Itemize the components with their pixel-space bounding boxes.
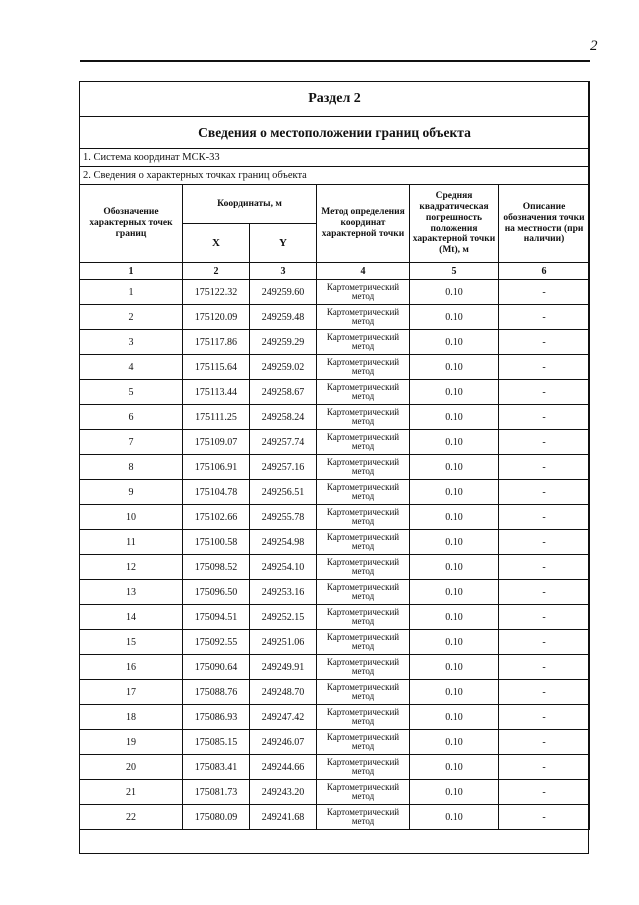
y-coordinate-cell: 249251.06 bbox=[250, 630, 317, 655]
description-cell: - bbox=[499, 580, 590, 605]
header-x: X bbox=[183, 224, 250, 263]
method-cell: Картометрический метод bbox=[317, 380, 410, 405]
point-number-cell: 4 bbox=[80, 355, 183, 380]
x-coordinate-cell: 175104.78 bbox=[183, 480, 250, 505]
x-coordinate-cell: 175080.09 bbox=[183, 805, 250, 830]
section-title: Раздел 2 bbox=[80, 82, 590, 117]
x-coordinate-cell: 175086.93 bbox=[183, 705, 250, 730]
header-description: Описание обозначения точки на местности (при наличии) bbox=[499, 185, 590, 263]
y-coordinate-cell: 249246.07 bbox=[250, 730, 317, 755]
point-number-cell: 19 bbox=[80, 730, 183, 755]
point-number-cell: 22 bbox=[80, 805, 183, 830]
y-coordinate-cell: 249247.42 bbox=[250, 705, 317, 730]
y-coordinate-cell: 249259.29 bbox=[250, 330, 317, 355]
column-number: 6 bbox=[499, 263, 590, 280]
column-number: 3 bbox=[250, 263, 317, 280]
y-coordinate-cell: 249249.91 bbox=[250, 655, 317, 680]
error-cell: 0.10 bbox=[410, 480, 499, 505]
error-cell: 0.10 bbox=[410, 455, 499, 480]
description-cell: - bbox=[499, 780, 590, 805]
table-row bbox=[80, 655, 590, 680]
description-cell: - bbox=[499, 730, 590, 755]
x-coordinate-cell: 175109.07 bbox=[183, 430, 250, 455]
y-coordinate-cell: 249259.60 bbox=[250, 280, 317, 305]
description-cell: - bbox=[499, 655, 590, 680]
table-row bbox=[80, 480, 590, 505]
header-designation: Обозначение характерных точек границ bbox=[80, 185, 183, 263]
y-coordinate-cell: 249243.20 bbox=[250, 780, 317, 805]
table-row bbox=[80, 705, 590, 730]
x-coordinate-cell: 175102.66 bbox=[183, 505, 250, 530]
error-cell: 0.10 bbox=[410, 305, 499, 330]
table-row bbox=[80, 530, 590, 555]
method-cell: Картометрический метод bbox=[317, 455, 410, 480]
table-row bbox=[80, 305, 590, 330]
header-coordinates: Координаты, м bbox=[183, 185, 317, 224]
description-cell: - bbox=[499, 505, 590, 530]
table-row bbox=[80, 330, 590, 355]
x-coordinate-cell: 175088.76 bbox=[183, 680, 250, 705]
table-row bbox=[80, 405, 590, 430]
error-cell: 0.10 bbox=[410, 555, 499, 580]
x-coordinate-cell: 175117.86 bbox=[183, 330, 250, 355]
description-cell: - bbox=[499, 405, 590, 430]
error-cell: 0.10 bbox=[410, 630, 499, 655]
description-cell: - bbox=[499, 680, 590, 705]
point-number-cell: 5 bbox=[80, 380, 183, 405]
table-row bbox=[80, 805, 590, 830]
points-heading: 2. Сведения о характерных точках границ объекта bbox=[80, 167, 590, 185]
error-cell: 0.10 bbox=[410, 705, 499, 730]
table-row bbox=[80, 505, 590, 530]
error-cell: 0.10 bbox=[410, 505, 499, 530]
point-number-cell: 10 bbox=[80, 505, 183, 530]
coordinate-system: 1. Система координат МСК-33 bbox=[80, 149, 590, 167]
y-coordinate-cell: 249256.51 bbox=[250, 480, 317, 505]
point-number-cell: 9 bbox=[80, 480, 183, 505]
description-cell: - bbox=[499, 330, 590, 355]
x-coordinate-cell: 175122.32 bbox=[183, 280, 250, 305]
method-cell: Картометрический метод bbox=[317, 630, 410, 655]
x-coordinate-cell: 175085.15 bbox=[183, 730, 250, 755]
method-cell: Картометрический метод bbox=[317, 780, 410, 805]
table-row bbox=[80, 730, 590, 755]
header-method: Метод определения координат характерной точки bbox=[317, 185, 410, 263]
table-row bbox=[80, 280, 590, 305]
y-coordinate-cell: 249252.15 bbox=[250, 605, 317, 630]
point-number-cell: 15 bbox=[80, 630, 183, 655]
table-row bbox=[80, 755, 590, 780]
method-cell: Картометрический метод bbox=[317, 805, 410, 830]
table-row bbox=[80, 455, 590, 480]
y-coordinate-cell: 249244.66 bbox=[250, 755, 317, 780]
error-cell: 0.10 bbox=[410, 780, 499, 805]
column-number: 5 bbox=[410, 263, 499, 280]
error-cell: 0.10 bbox=[410, 530, 499, 555]
point-number-cell: 14 bbox=[80, 605, 183, 630]
point-number-cell: 11 bbox=[80, 530, 183, 555]
point-number-cell: 21 bbox=[80, 780, 183, 805]
boundary-points-table bbox=[79, 81, 590, 854]
description-cell: - bbox=[499, 755, 590, 780]
method-cell: Картометрический метод bbox=[317, 730, 410, 755]
y-coordinate-cell: 249254.98 bbox=[250, 530, 317, 555]
point-number-cell: 6 bbox=[80, 405, 183, 430]
y-coordinate-cell: 249241.68 bbox=[250, 805, 317, 830]
y-coordinate-cell: 249253.16 bbox=[250, 580, 317, 605]
x-coordinate-cell: 175090.64 bbox=[183, 655, 250, 680]
y-coordinate-cell: 249255.78 bbox=[250, 505, 317, 530]
x-coordinate-cell: 175120.09 bbox=[183, 305, 250, 330]
method-cell: Картометрический метод bbox=[317, 605, 410, 630]
point-number-cell: 1 bbox=[80, 280, 183, 305]
table-row bbox=[80, 605, 590, 630]
page-number: 2 bbox=[590, 38, 598, 54]
error-cell: 0.10 bbox=[410, 580, 499, 605]
description-cell: - bbox=[499, 380, 590, 405]
point-number-cell: 7 bbox=[80, 430, 183, 455]
method-cell: Картометрический метод bbox=[317, 755, 410, 780]
error-cell: 0.10 bbox=[410, 405, 499, 430]
method-cell: Картометрический метод bbox=[317, 655, 410, 680]
table-row bbox=[80, 430, 590, 455]
description-cell: - bbox=[499, 455, 590, 480]
point-number-cell: 16 bbox=[80, 655, 183, 680]
error-cell: 0.10 bbox=[410, 805, 499, 830]
table-row bbox=[80, 680, 590, 705]
description-cell: - bbox=[499, 280, 590, 305]
method-cell: Картометрический метод bbox=[317, 430, 410, 455]
description-cell: - bbox=[499, 705, 590, 730]
method-cell: Картометрический метод bbox=[317, 680, 410, 705]
spacer-cell bbox=[80, 830, 590, 855]
error-cell: 0.10 bbox=[410, 330, 499, 355]
description-cell: - bbox=[499, 480, 590, 505]
error-cell: 0.10 bbox=[410, 755, 499, 780]
method-cell: Картометрический метод bbox=[317, 405, 410, 430]
description-cell: - bbox=[499, 555, 590, 580]
method-cell: Картометрический метод bbox=[317, 480, 410, 505]
x-coordinate-cell: 175100.58 bbox=[183, 530, 250, 555]
description-cell: - bbox=[499, 305, 590, 330]
table-row bbox=[80, 355, 590, 380]
point-number-cell: 2 bbox=[80, 305, 183, 330]
error-cell: 0.10 bbox=[410, 380, 499, 405]
description-cell: - bbox=[499, 805, 590, 830]
method-cell: Картометрический метод bbox=[317, 530, 410, 555]
x-coordinate-cell: 175096.50 bbox=[183, 580, 250, 605]
method-cell: Картометрический метод bbox=[317, 555, 410, 580]
x-coordinate-cell: 175106.91 bbox=[183, 455, 250, 480]
y-coordinate-cell: 249258.67 bbox=[250, 380, 317, 405]
column-number: 4 bbox=[317, 263, 410, 280]
column-number: 1 bbox=[80, 263, 183, 280]
column-number-row bbox=[80, 263, 590, 280]
y-coordinate-cell: 249259.02 bbox=[250, 355, 317, 380]
table-row bbox=[80, 780, 590, 805]
table-row bbox=[80, 580, 590, 605]
description-cell: - bbox=[499, 530, 590, 555]
point-number-cell: 8 bbox=[80, 455, 183, 480]
method-cell: Картометрический метод bbox=[317, 305, 410, 330]
table-row bbox=[80, 555, 590, 580]
description-cell: - bbox=[499, 430, 590, 455]
y-coordinate-cell: 249258.24 bbox=[250, 405, 317, 430]
error-cell: 0.10 bbox=[410, 605, 499, 630]
description-cell: - bbox=[499, 605, 590, 630]
error-cell: 0.10 bbox=[410, 730, 499, 755]
y-coordinate-cell: 249257.16 bbox=[250, 455, 317, 480]
x-coordinate-cell: 175113.44 bbox=[183, 380, 250, 405]
method-cell: Картометрический метод bbox=[317, 280, 410, 305]
method-cell: Картометрический метод bbox=[317, 705, 410, 730]
table-row bbox=[80, 630, 590, 655]
point-number-cell: 12 bbox=[80, 555, 183, 580]
method-cell: Картометрический метод bbox=[317, 355, 410, 380]
method-cell: Картометрический метод bbox=[317, 330, 410, 355]
x-coordinate-cell: 175092.55 bbox=[183, 630, 250, 655]
point-number-cell: 18 bbox=[80, 705, 183, 730]
y-coordinate-cell: 249259.48 bbox=[250, 305, 317, 330]
error-cell: 0.10 bbox=[410, 430, 499, 455]
header-y: Y bbox=[250, 224, 317, 263]
error-cell: 0.10 bbox=[410, 655, 499, 680]
x-coordinate-cell: 175111.25 bbox=[183, 405, 250, 430]
description-cell: - bbox=[499, 355, 590, 380]
y-coordinate-cell: 249257.74 bbox=[250, 430, 317, 455]
method-cell: Картометрический метод bbox=[317, 580, 410, 605]
table-bottom-spacer bbox=[80, 830, 590, 855]
y-coordinate-cell: 249254.10 bbox=[250, 555, 317, 580]
error-cell: 0.10 bbox=[410, 280, 499, 305]
y-coordinate-cell: 249248.70 bbox=[250, 680, 317, 705]
x-coordinate-cell: 175094.51 bbox=[183, 605, 250, 630]
method-cell: Картометрический метод bbox=[317, 505, 410, 530]
x-coordinate-cell: 175115.64 bbox=[183, 355, 250, 380]
point-number-cell: 17 bbox=[80, 680, 183, 705]
error-cell: 0.10 bbox=[410, 355, 499, 380]
point-number-cell: 13 bbox=[80, 580, 183, 605]
point-number-cell: 20 bbox=[80, 755, 183, 780]
x-coordinate-cell: 175083.41 bbox=[183, 755, 250, 780]
description-cell: - bbox=[499, 630, 590, 655]
header-error: Средняя квадратическая погрешность положения характерной точки (Mt), м bbox=[410, 185, 499, 263]
section-subtitle: Сведения о местоположении границ объекта bbox=[80, 117, 590, 149]
error-cell: 0.10 bbox=[410, 680, 499, 705]
x-coordinate-cell: 175081.73 bbox=[183, 780, 250, 805]
column-number: 2 bbox=[183, 263, 250, 280]
point-number-cell: 3 bbox=[80, 330, 183, 355]
x-coordinate-cell: 175098.52 bbox=[183, 555, 250, 580]
table-row bbox=[80, 380, 590, 405]
top-rule bbox=[80, 60, 590, 62]
